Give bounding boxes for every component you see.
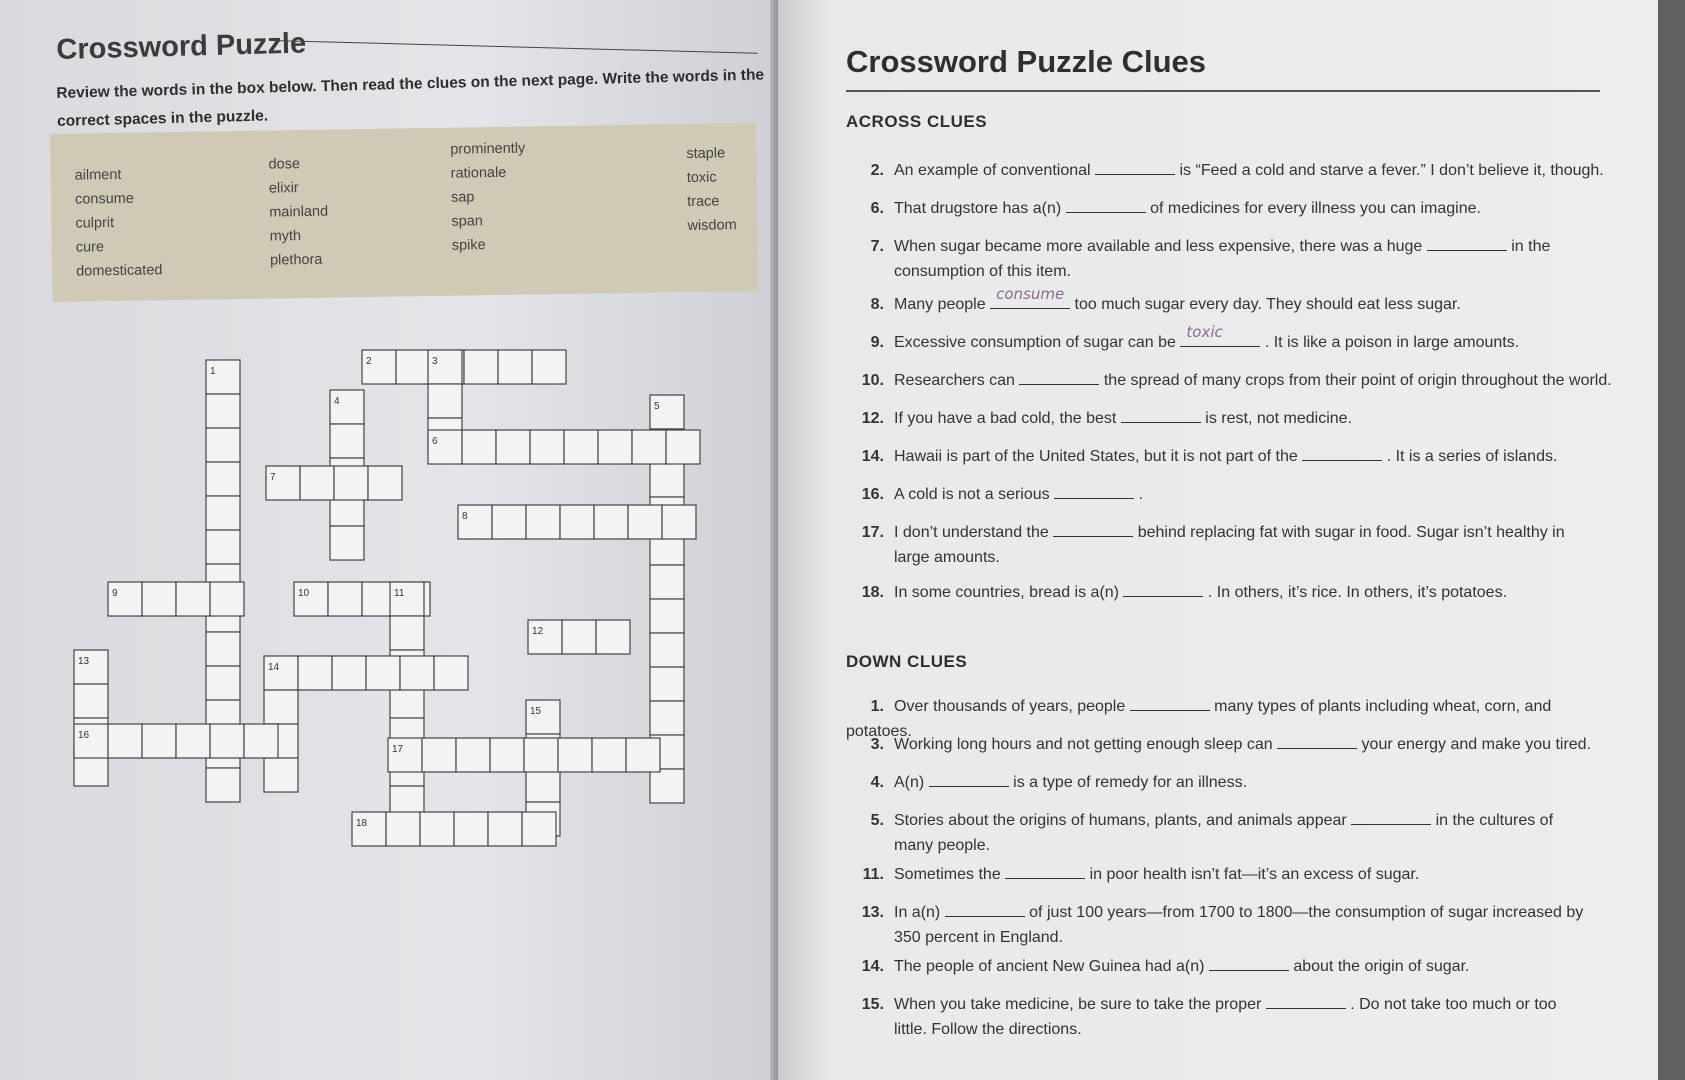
answer-blank[interactable] [1053,522,1133,537]
clue-text-after: is a type of remedy for an illness. [1013,774,1248,791]
crossword-cell[interactable] [628,505,662,539]
crossword-cell[interactable] [596,620,630,654]
word-item: trace [687,193,720,210]
crossword-number: 17 [392,744,404,755]
crossword-cell[interactable] [176,724,210,758]
clue-text-after: . It is a series of islands. [1386,448,1558,465]
crossword-cell[interactable] [454,812,488,846]
clue-text-continued: little. Follow the directions. [894,1021,1082,1038]
word-item: elixir [268,180,299,197]
across-clue-0 [846,158,1616,183]
crossword-cell[interactable] [650,463,684,497]
clue-text-before: Researchers can [894,372,1015,389]
down-clue-4 [846,862,1616,887]
across-clue-1 [846,196,1616,221]
crossword-cell[interactable] [560,505,594,539]
crossword-cell[interactable] [206,462,240,496]
across-clue-10 [846,580,1616,605]
answer-blank[interactable] [1095,160,1175,175]
clue-number: 7. [870,238,884,255]
clue-text-continued: consumption of this item. [894,263,1071,280]
crossword-cell[interactable] [650,565,684,599]
down-clue-5 [846,900,1616,950]
answer-blank[interactable] [1066,198,1146,213]
clue-text-before: A cold is not a serious [894,486,1050,503]
crossword-cell[interactable] [564,430,598,464]
clue-text-after: in the cultures of [1435,812,1554,829]
answer-blank[interactable] [990,285,1070,309]
word-item: plethora [269,251,323,269]
clue-number: 15. [861,996,884,1013]
clue-text-after: the spread of many crops from their point of origin throughout the world. [1103,372,1612,389]
clue-text-continued: large amounts. [894,549,1000,566]
crossword-number: 11 [394,588,405,599]
answer-blank[interactable] [1019,370,1099,385]
crossword-cell[interactable] [142,724,176,758]
answer-blank[interactable] [929,772,1009,787]
crossword-cell[interactable] [526,768,560,802]
clue-text-after: is rest, not medicine. [1205,410,1353,427]
word-item: domesticated [76,262,163,280]
crossword-cell[interactable] [650,599,684,633]
clue-number: 13. [861,904,884,921]
crossword-number: 1 [210,366,216,377]
word-item: prominently [450,140,526,158]
across-clue-8 [846,482,1616,507]
crossword-number: 7 [270,472,276,483]
word-item: myth [269,228,302,245]
clue-text-before: An example of conventional [894,162,1091,179]
crossword-cell[interactable] [330,526,364,560]
word-item: dose [268,156,301,173]
handwritten-answer: consume [996,285,1065,303]
crossword-cell[interactable] [662,505,696,539]
crossword-cell[interactable] [626,738,660,772]
crossword-cell[interactable] [206,768,240,802]
crossword-cell[interactable] [74,684,108,718]
crossword-number: 6 [432,436,438,447]
down-clue-3 [846,808,1616,858]
crossword-cell[interactable] [530,430,564,464]
crossword-cell[interactable] [488,812,522,846]
crossword-cell[interactable] [456,738,490,772]
crossword-cell[interactable] [524,738,558,772]
crossword-number: 12 [532,626,544,637]
crossword-cell[interactable] [332,656,366,690]
answer-blank[interactable] [1302,446,1382,461]
crossword-cell[interactable] [206,666,240,700]
across-clue-6 [846,406,1616,431]
clue-number: 18. [861,584,884,601]
crossword-cell[interactable] [558,738,592,772]
crossword-cell[interactable] [244,724,278,758]
answer-blank[interactable] [1277,734,1357,749]
answer-blank[interactable] [1130,696,1210,711]
crossword-cell[interactable] [300,466,334,500]
answer-blank[interactable] [1351,810,1431,825]
crossword-cell[interactable] [420,812,454,846]
crossword-number: 5 [654,401,660,412]
down-clue-1 [846,732,1616,757]
crossword-cell[interactable] [498,350,532,384]
clue-text-after: of medicines for every illness you can imagine. [1150,200,1481,217]
clue-text-after: in poor health isn’t fat—it’s an excess of sugar. [1089,866,1420,883]
crossword-cell[interactable] [390,616,424,650]
crossword-cell[interactable] [532,350,566,384]
clue-text-before: A(n) [894,774,925,791]
crossword-number: 10 [298,588,310,599]
word-item: cure [75,239,105,256]
clue-text-before: Excessive consumption of sugar can be [894,334,1176,351]
handwritten-answer: toxic [1186,323,1223,341]
crossword-cell[interactable] [592,738,626,772]
answer-blank[interactable] [1054,484,1134,499]
clue-number: 2. [870,162,884,179]
answer-blank[interactable] [1427,236,1507,251]
crossword-grid [0,0,778,1080]
crossword-number: 15 [530,706,542,717]
crossword-cell[interactable] [632,430,666,464]
crossword-cell[interactable] [496,430,530,464]
answer-blank[interactable] [1209,956,1289,971]
crossword-cell[interactable] [492,505,526,539]
crossword-number: 4 [334,396,340,407]
crossword-number: 2 [366,356,372,367]
word-item: staple [686,145,726,163]
clue-text-after: . In others, it’s rice. In others, it’s potatoes. [1207,584,1508,601]
crossword-cell[interactable] [142,582,176,616]
crossword-cell[interactable] [526,505,560,539]
across-clue-3 [846,285,1616,317]
clue-number: 9. [870,334,884,351]
clue-text-before: Sometimes the [894,866,1001,883]
crossword-cell[interactable] [366,656,400,690]
crossword-cell[interactable] [386,812,420,846]
clue-number: 11. [862,866,884,883]
word-item: wisdom [687,217,737,234]
clue-text-after: behind replacing fat with sugar in food. Sugar isn’t healthy in [1137,524,1565,541]
crossword-cell[interactable] [522,812,556,846]
clue-text-before: If you have a bad cold, the best [894,410,1117,427]
crossword-cell[interactable] [264,758,298,792]
down-clue-2 [846,770,1616,795]
crossword-cell[interactable] [210,582,244,616]
clue-number: 3. [870,736,884,753]
clue-text-after: is “Feed a cold and starve a fever.” I don’t believe it, though. [1179,162,1604,179]
clue-text-after: too much sugar every day. They should eat less sugar. [1074,296,1461,313]
word-item: spike [451,237,486,254]
across-clue-9 [846,520,1616,570]
clue-number: 14. [861,958,884,975]
clue-number: 14. [861,448,884,465]
left-page-title: Crossword Puzzle [56,27,307,66]
crossword-number: 16 [78,730,90,741]
word-item: consume [74,190,134,208]
crossword-number: 8 [462,511,468,522]
clue-text-before: In a(n) [894,904,941,921]
instructions-text: Review the words in the box below. Then read the clues on the next page. Write the words in the correct spaces in the puzzle. [56,66,765,130]
crossword-cell[interactable] [422,738,456,772]
answer-blank[interactable] [1266,994,1346,1009]
crossword-number: 3 [432,356,438,367]
answer-blank[interactable] [1005,864,1085,879]
clue-number: 4. [870,774,884,791]
clue-text-after: . Do not take too much or too [1350,996,1557,1013]
crossword-cell[interactable] [206,632,240,666]
clue-number: 10. [861,372,884,389]
crossword-number: 9 [112,588,118,599]
clue-text-before: Over thousands of years, people [894,698,1126,715]
crossword-number: 13 [78,656,90,667]
crossword-cell[interactable] [210,724,244,758]
crossword-cell[interactable] [328,582,362,616]
crossword-cell[interactable] [334,466,368,500]
across-clue-7 [846,444,1616,469]
crossword-cell[interactable] [264,690,298,724]
clue-text-before: The people of ancient New Guinea had a(n) [894,958,1205,975]
clue-number: 12. [861,410,884,427]
crossword-cell[interactable] [400,656,434,690]
crossword-cell[interactable] [428,384,462,418]
clue-text-before: Hawaii is part of the United States, but it is not part of the [894,448,1298,465]
crossword-cell[interactable] [464,350,498,384]
down-clue-6 [846,954,1616,979]
clue-text-before: Working long hours and not getting enough sleep can [894,736,1273,753]
clue-text-continued: many people. [894,837,991,854]
crossword-cell[interactable] [368,466,402,500]
down-heading: DOWN CLUES [846,652,968,671]
clue-number: 5. [870,812,884,829]
crossword-cell[interactable] [598,430,632,464]
clues-title-rule [846,90,1600,92]
answer-blank[interactable] [1121,408,1201,423]
crossword-cell[interactable] [330,424,364,458]
crossword-cell[interactable] [650,701,684,735]
word-item: toxic [686,169,717,187]
crossword-cell[interactable] [562,620,596,654]
clue-text-after: many types of plants including wheat, corn, and potatoes. [846,698,1552,740]
clue-text-before: When sugar became more available and less expensive, there was a huge [894,238,1423,255]
crossword-number: 18 [356,818,368,829]
crossword-cell[interactable] [490,738,524,772]
crossword-cell[interactable] [650,769,684,803]
clue-text-before: Stories about the origins of humans, plants, and animals appear [894,812,1347,829]
clue-text-after: . It is like a poison in large amounts. [1264,334,1520,351]
crossword-cell[interactable] [206,428,240,462]
answer-blank[interactable] [1123,582,1203,597]
clue-number: 16. [861,486,884,503]
crossword-cell[interactable] [666,430,700,464]
clue-text-after: . [1138,486,1143,503]
word-item: sap [450,189,475,206]
clues-title: Crossword Puzzle Clues [846,44,1207,79]
crossword-cell[interactable] [206,496,240,530]
clue-text-before: In some countries, bread is a(n) [894,584,1119,601]
clue-text-before: Many people [894,296,986,313]
clue-text-after: in the [1511,238,1551,255]
crossword-cell[interactable] [396,350,430,384]
crossword-cell[interactable] [206,530,240,564]
crossword-cell[interactable] [206,394,240,428]
clue-text-before: That drugstore has a(n) [894,200,1062,217]
crossword-cell[interactable] [176,582,210,616]
clue-number: 6. [870,200,884,217]
clue-text-before: When you take medicine, be sure to take the proper [894,996,1262,1013]
clue-text-before: I don’t understand the [894,524,1049,541]
across-clue-2 [846,234,1616,284]
crossword-number: 14 [268,662,280,673]
across-clue-4 [846,323,1616,355]
word-item: rationale [450,164,507,182]
word-item: culprit [75,215,115,232]
clue-text-after: your energy and make you tired. [1361,736,1592,753]
crossword-cell[interactable] [108,724,142,758]
clue-number: 8. [870,296,884,313]
crossword-cell[interactable] [434,656,468,690]
clue-number: 17. [861,524,884,541]
crossword-cell[interactable] [298,656,332,690]
across-clue-5 [846,368,1616,393]
crossword-cell[interactable] [594,505,628,539]
word-item: ailment [74,166,122,184]
answer-blank[interactable] [945,902,1025,917]
clue-text-continued: 350 percent in England. [894,929,1064,946]
clue-text-after: about the origin of sugar. [1293,958,1470,975]
answer-blank[interactable] [1180,323,1260,347]
clue-number: 1. [870,698,884,715]
clue-text-after: of just 100 years—from 1700 to 1800—the consumption of sugar increased by [1029,904,1584,921]
crossword-cell[interactable] [650,633,684,667]
down-clue-7 [846,992,1616,1042]
crossword-cell[interactable] [650,667,684,701]
word-item: span [451,213,484,230]
across-heading: ACROSS CLUES [846,112,988,131]
word-item: mainland [269,203,329,221]
crossword-cell[interactable] [462,430,496,464]
